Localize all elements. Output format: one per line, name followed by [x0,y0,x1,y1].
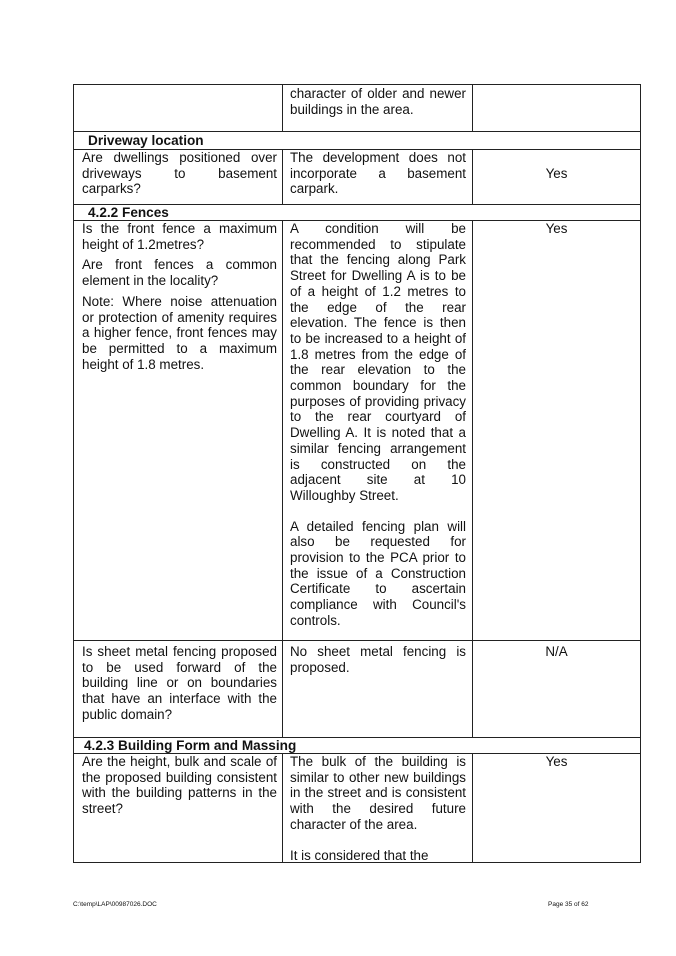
section-heading: 4.2.2 Fences [88,205,169,220]
control-note: Note: Where noise attenuation or protection of amenity requires a higher fence, front fences may be permitted to a maximum height of 1.8 metres. [82,293,277,372]
table-row [74,754,640,863]
compliance-table [73,84,641,863]
assessment-text: The bulk of the building is similar to other new buildings in the street and is consistent with the desired future character of the area. [290,754,466,832]
control-question: Is the front fence a maximum height of 1.2metres? [82,221,277,252]
section-heading: Driveway location [88,133,204,148]
control-question: Are front fences a common element in the locality? [82,257,277,289]
footer-file-path: C:\temp\LAP\00987026.DOC [73,901,157,908]
assessment-text: The development does not incorporate a basement carpark. [290,150,466,197]
compliance-value: Yes [545,221,568,236]
compliance-value: N/A [545,644,568,659]
section-heading: 4.2.3 Building Form and Massing [84,738,297,753]
section-heading-row [74,205,640,221]
assessment-text: A detailed fencing plan will also be requested for provision to the PCA prior to the issue of a Construction Certificate to ascertain compliance with Council's controls. [290,518,466,628]
footer-page-number: Page 35 of 62 [548,901,589,908]
section-heading-row [74,738,640,754]
compliance-value: Yes [545,166,568,181]
control-question: Are dwellings positioned over driveways to basement carparks? [82,150,277,197]
table-row [74,150,640,205]
table-row [74,641,640,738]
table-row [74,221,640,641]
assessment-text: A condition will be recommended to stipulate that the fencing along Park Street for Dwelling A is to be of a height of 1.2 metres to the edge of the rear elevation. The fence is then to be increased to a height of 1.8 metres from the edge of the rear elevation to the common boundary for the purposes of providing privacy to the rear courtyard of Dwelling A. It is noted that a similar fencing arrangement is constructed on the adjacent site at 10 Willoughby Street. [290,221,466,503]
control-question: Is sheet metal fencing proposed to be used forward of the building line or on boundaries that have an interface with the public domain? [82,644,277,722]
table-row [74,85,640,132]
assessment-text: It is considered that the [290,847,429,863]
compliance-value: Yes [545,754,568,769]
assessment-text: No sheet metal fencing is proposed. [290,644,466,675]
section-heading-row [74,132,640,150]
control-question: Are the height, bulk and scale of the proposed building consistent with the building patterns in the street? [82,754,277,817]
assessment-text: character of older and newer buildings in the area. [290,86,466,117]
